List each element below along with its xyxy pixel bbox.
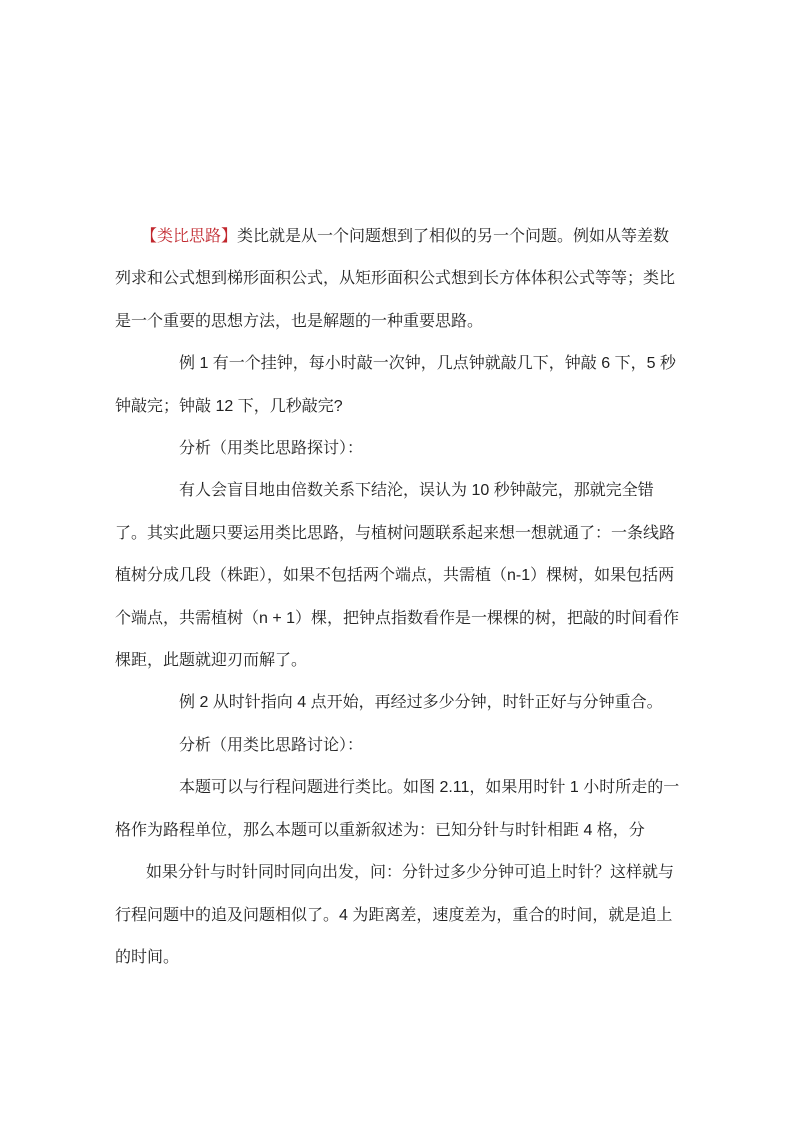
section-label-analogy: 【类比思路】: [141, 228, 238, 245]
paragraph-analysis-1-heading: 分析（用类比思路探讨）：: [179, 440, 364, 458]
paragraph-example-1: 例 1 有一个挂钟，每小时敲一次钟，几点钟就敲几下，钟敲 6 下，5 秒钟敲完；钟敲 12 下，几秒敲完?: [115, 355, 676, 415]
paragraph-example-2: 例 2 从时针指向 4 点开始，再经过多少分钟，时针正好与分钟重合。: [179, 694, 663, 712]
paragraph-intro-text: 类比就是从一个问题想到了相似的另一个问题。例如从等差数列求和公式想到梯形面积公式，从矩形面积公式想到长方体体积公式等等；类比是一个重要的思想方法，也是解题的一种重要思路。: [115, 228, 676, 330]
paragraph-analysis-1-body: 有人会盲目地由倍数关系下结沦，误认为 10 秒钟敲完，那就完全错了。其实此题只要运用类比思路，与植树问题联系起来想一想就通了：一条线路植树分成几段（株距），如果不包括两个端点，共需植（n-1）棵树，如果包括两个端点，共需植树（n + 1）棵，把钟点指数看作是一棵棵的树，把敲的时间看作棵距，此题就迎刃而解了。: [115, 482, 680, 670]
paragraph-analysis-2-continued: 如果分针与时针同时同向出发，问：分针过多少分钟可追上时针？这样就与行程问题中的追及问题相似了。4 为距离差，速度差为，重合的时间，就是追上的时间。: [115, 864, 675, 966]
paragraph-analysis-2-heading: 分析（用类比思路讨论）：: [179, 736, 364, 754]
paragraph-intro: [115, 216, 681, 343]
paragraph-analysis-2-body: 本题可以与行程问题进行类比。如图 2.11，如果用时针 1 小时所走的一格作为路程单位，那么本题可以重新叙述为：已知分针与时针相距 4 格，分: [115, 779, 680, 839]
document-body: [115, 216, 681, 979]
